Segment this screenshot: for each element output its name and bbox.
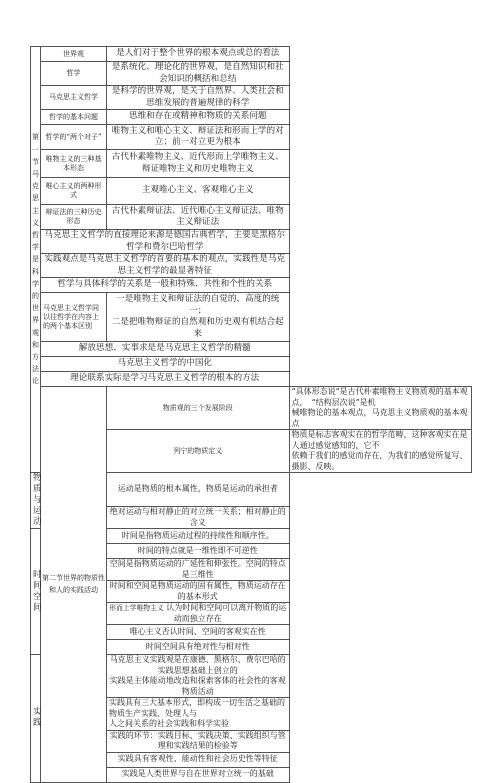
row-content: 思维和存在或精神和物质的关系问题: [107, 110, 290, 125]
row-content: 是系统化、理论化的世界观，是自然知识和社会知识的概括和总结: [107, 62, 290, 86]
practice-line: 实践具有三大基本形式，即构成一切生活之基础的物质生产实践、处理人与: [109, 698, 285, 718]
table-row: [31, 293, 472, 342]
practice-row-1: [107, 655, 290, 698]
table-row: [31, 47, 472, 62]
definition-line-2: 依赖于我们的感觉而存在，为我们的感觉所复写、摄影、反映。: [291, 451, 468, 471]
metaphysics-label: 形而上学唯物主义: [109, 604, 164, 612]
definition-line-1: 物质是标志客观实在的哲学范畴，这种客观实在是人通过感觉感知的，它不: [291, 430, 468, 450]
practice-line: 实践是人类世界与自在世界对立统一的基础: [107, 767, 290, 782]
statement-relation: 哲学与具体科学的关系是一般和特殊、共性和个性的关系: [41, 278, 290, 293]
table-row: [31, 387, 472, 430]
spacetime-line: 时间和空间是物质运动的固有属性，物质运动存在的基本形式: [107, 581, 290, 603]
spacetime-line: 唯心主义否认时间、空间的客观实在性: [107, 625, 290, 640]
spacetime-line: 时间的特点就是一维性即不可逆性: [107, 544, 290, 559]
statement-practice: 实践观点是马克思主义哲学的首要的基本的观点，实践性是马克思主义哲学的最显著特征: [41, 254, 290, 278]
statement-essence: 解放思想、实事求是是马克思主义哲学的精髓: [41, 342, 290, 357]
row-label: 时间空间: [31, 529, 41, 655]
row-content: 唯物主义和唯心主义、辩证法和形而上学的对立；前一对立更为根本: [107, 125, 290, 150]
row-label: 唯物主义的三种基本形态: [41, 150, 107, 178]
table-row: [31, 125, 472, 150]
row-content: [289, 430, 472, 473]
row-content: [107, 293, 290, 342]
row-label: 世界观: [41, 47, 107, 62]
table-row: [31, 254, 472, 278]
practice-row-2: [107, 698, 290, 731]
table-row: [31, 230, 472, 254]
motion-line-1: 运动是物质的根本属性，物质是运动的承担者: [107, 473, 290, 507]
development-line-1: “具体形态说”是古代朴素唯物主义物质观的基本观点， “结构层次说”是机: [291, 387, 468, 407]
row-content: 是科学的世界观，是关于自然界、人类社会和思维发展的普遍规律的科学: [107, 86, 290, 110]
row-content: 是人们对于整个世界的根本观点或总的看法: [107, 47, 290, 62]
row-label: 辩证法的三种历史形态: [41, 205, 107, 230]
row-label: 实践: [31, 655, 41, 783]
row-label: 哲学的基本问题: [41, 110, 107, 125]
statement-source: 马克思主义哲学的直接理论来源是德国古典哲学，主要是黑格尔哲学和费尔巴哈哲学: [41, 230, 290, 254]
statement-sinicization: 马克思主义哲学的中国化: [41, 357, 290, 372]
spacetime-metaphysics: [107, 603, 290, 625]
practice-line: 马克思主义实践观是在康德、黑格尔、费尔巴哈的实践思想基础上创立的: [109, 655, 286, 675]
table-row: [31, 205, 472, 230]
table-row: [31, 110, 472, 125]
row-content: 古代朴素唯物主义、近代形而上学唯物主义、辩证唯物主义和历史唯物主义: [107, 150, 290, 178]
section-1-heading: 第一节马克思主义哲学是科学的世界观和方法论: [31, 47, 41, 473]
row-label: 哲学的“两个对子”: [41, 125, 107, 150]
unity-line-2: 二是把唯物辩证的自然观和历史观有机结合起来: [111, 317, 284, 339]
spacetime-line: 空间是指物质运动的广延性和伸张性。空间的特点是三维性: [107, 559, 290, 581]
table-row: [31, 150, 472, 178]
row-label: 列宁的物质定义: [107, 430, 290, 473]
notes-table: [30, 46, 472, 783]
row-label: 物质与运动: [31, 473, 41, 529]
section-2-heading: 第二节世界的物质性和人的实践活动: [41, 387, 107, 783]
table-row: [31, 372, 472, 387]
practice-line: 实践是主体能动地改造和探索客体的社会性的客观物质活动: [109, 676, 286, 696]
row-label: 哲学: [41, 62, 107, 86]
motion-line-2: 绝对运动与相对静止的对立统一关系；相对静止的含义: [107, 507, 290, 529]
row-label: 马克思主义哲学同以往哲学在内容上的两个基本区别: [41, 293, 107, 342]
row-label: 唯心主义的两种形式: [41, 178, 107, 205]
row-content: [289, 387, 472, 430]
row-label: 物质观的三个发展阶段: [107, 387, 290, 430]
spacetime-line: 时间是指物质运动过程的持续性和顺序性。: [107, 529, 290, 544]
practice-line: 实践的环节：实践目标、实践决策、实践组织与管理和实践结果的检验等: [107, 730, 290, 752]
notes-table-container: [30, 46, 472, 783]
row-label: 马克思主义哲学: [41, 86, 107, 110]
table-row: [31, 342, 472, 357]
table-row: [31, 86, 472, 110]
row-content: 主观唯心主义、客观唯心主义: [107, 178, 290, 205]
unity-line-1: 一是唯物主义和辩证法的自觉的、高度的统一；: [116, 294, 280, 316]
table-row: [31, 357, 472, 372]
table-row: [31, 62, 472, 86]
practice-line: 人之间关系的社会实践和科学实验: [109, 719, 229, 728]
table-row: [31, 278, 472, 293]
table-row: [31, 178, 472, 205]
spacetime-line: 时间空间具有绝对性与相对性: [107, 640, 290, 655]
statement-method: 理论联系实际是学习马克思主义哲学的根本的方法: [41, 372, 290, 387]
development-line-2: 械唯物论的基本观点，马克思主义物质观的基本观点: [291, 408, 468, 428]
metaphysics-text: 认为时间和空间可以离开物质的运动而独立存在: [166, 603, 287, 623]
row-content: 古代朴素辩证法、近代唯心主义辩证法、唯物主义辩证法: [107, 205, 290, 230]
practice-line: 实践具有客观性、能动性和社会历史性等特征: [107, 752, 290, 767]
